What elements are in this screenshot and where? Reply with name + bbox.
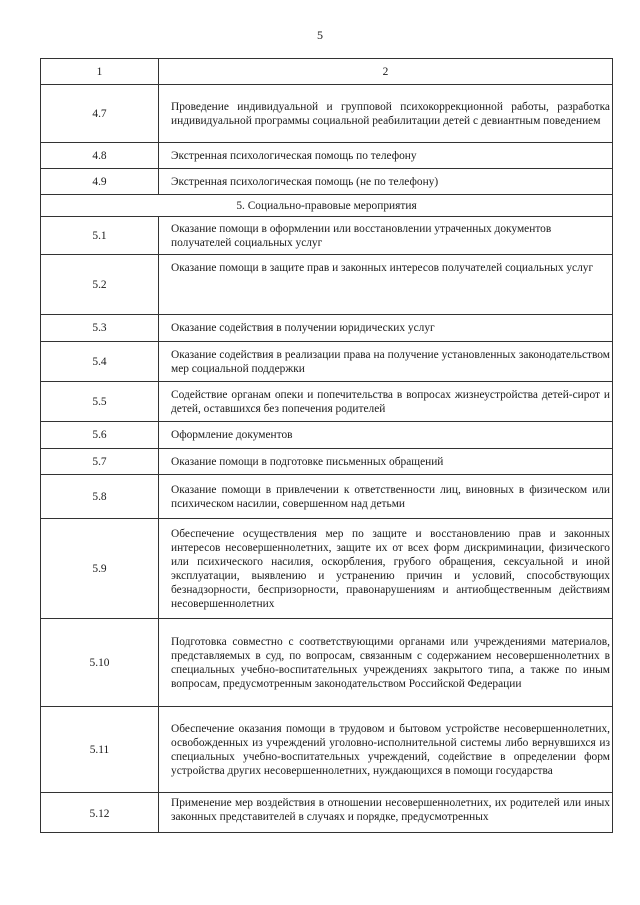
row-text: Подготовка совместно с соответствующими органами или учреждениями материалов, представляемых в суд, по вопросам, связанным с содержанием несовершеннолетних в специальных учебно-воспитательных учреждениях закрытого типа, а также по иным вопросам, предусмотренным законодательством Российской Федерации <box>159 619 613 707</box>
row-number: 5.9 <box>41 519 159 619</box>
row-number: 5.5 <box>41 382 159 422</box>
table-row <box>41 85 613 143</box>
row-number: 4.7 <box>41 85 159 143</box>
row-text: Оформление документов <box>159 422 613 449</box>
table-row <box>41 475 613 519</box>
table-row <box>41 169 613 195</box>
table-row <box>41 519 613 619</box>
row-number: 5.10 <box>41 619 159 707</box>
row-number: 5.7 <box>41 449 159 475</box>
table-row <box>41 793 613 833</box>
row-number: 4.8 <box>41 143 159 169</box>
row-text: Обеспечение осуществления мер по защите и восстановлению прав и законных интересов несовершеннолетних, защите их от всех форм дискриминации, физического или психического насилия, оскорбления, грубого обращения, сексуальной и иной эксплуатации, выявлению и устранению причин и условий, способствующих безнадзорности, беспризорности, правонарушениям и антиобщественным действиям несовершеннолетних <box>159 519 613 619</box>
table-row <box>41 619 613 707</box>
header-col-1: 1 <box>41 59 159 85</box>
row-number: 5.6 <box>41 422 159 449</box>
table-row <box>41 382 613 422</box>
table-row <box>41 143 613 169</box>
table-row <box>41 707 613 793</box>
row-text: Оказание помощи в привлечении к ответственности лиц, виновных в физическом или психическом насилии, совершенном над детьми <box>159 475 613 519</box>
row-text: Оказание помощи в оформлении или восстановлении утраченных документов получателей социальных услуг <box>159 217 613 255</box>
table-row <box>41 217 613 255</box>
row-number: 5.2 <box>41 255 159 315</box>
row-number: 5.4 <box>41 342 159 382</box>
row-number: 4.9 <box>41 169 159 195</box>
table-row <box>41 449 613 475</box>
row-text: Экстренная психологическая помощь (не по телефону) <box>159 169 613 195</box>
row-text: Проведение индивидуальной и групповой психокоррекционной работы, разработка индивидуальной программы социальной реабилитации детей с девиантным поведением <box>159 85 613 143</box>
table-row <box>41 422 613 449</box>
row-text: Обеспечение оказания помощи в трудовом и бытовом устройстве несовершеннолетних, освобожденных из учреждений уголовно-исполнительной системы либо вернувшихся из специальных учебно-воспитательных учреждений, содействие в определении форм устройства других несовершеннолетних, нуждающихся в помощи государства <box>159 707 613 793</box>
row-number: 5.1 <box>41 217 159 255</box>
section-heading-row <box>41 195 613 217</box>
header-col-2: 2 <box>159 59 613 85</box>
row-number: 5.11 <box>41 707 159 793</box>
table-header-row <box>41 59 613 85</box>
row-number: 5.8 <box>41 475 159 519</box>
row-text: Оказание помощи в защите прав и законных интересов получателей социальных услуг <box>159 255 613 315</box>
table-row <box>41 342 613 382</box>
row-text: Оказание содействия в получении юридических услуг <box>159 315 613 342</box>
services-table <box>40 58 613 833</box>
row-text: Применение мер воздействия в отношении несовершеннолетних, их родителей или иных законных представителей в случаях и порядке, предусмотренных <box>159 793 613 833</box>
row-text: Оказание помощи в подготовке письменных обращений <box>159 449 613 475</box>
page-number: 5 <box>317 28 323 42</box>
row-text: Содействие органам опеки и попечительства в вопросах жизнеустройства детей-сирот и детей, оставшихся без попечения родителей <box>159 382 613 422</box>
row-text: Оказание содействия в реализации права на получение установленных законодательством мер социальной поддержки <box>159 342 613 382</box>
section-title: 5. Социально-правовые мероприятия <box>41 195 613 217</box>
row-number: 5.3 <box>41 315 159 342</box>
row-text: Экстренная психологическая помощь по телефону <box>159 143 613 169</box>
table-row <box>41 315 613 342</box>
row-number: 5.12 <box>41 793 159 833</box>
table-row <box>41 255 613 315</box>
